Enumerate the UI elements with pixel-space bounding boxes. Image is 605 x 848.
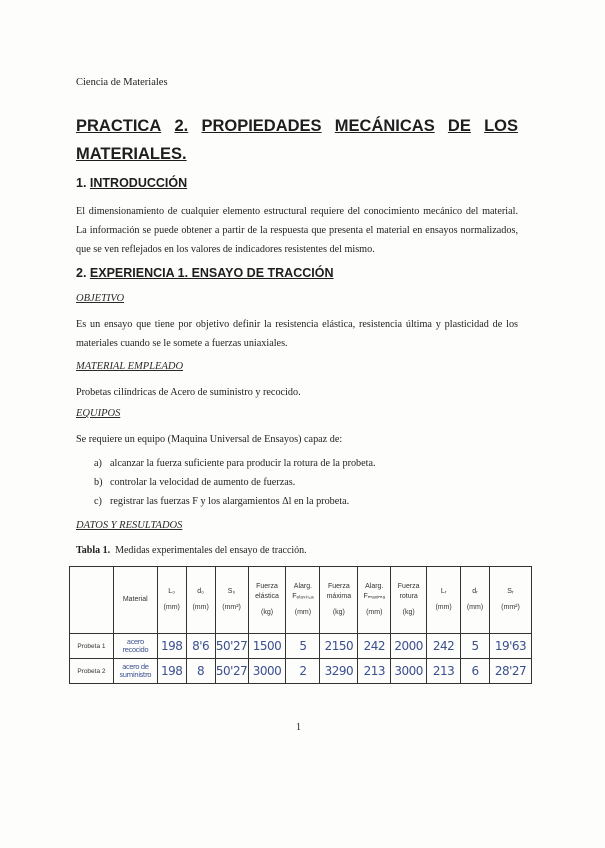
objetivo-paragraph: Es un ensayo que tiene por objetivo definir la resistencia elástica, resistencia última y plasticidad de los materiales cuando se le somete a fuerzas uniaxiales. xyxy=(76,319,518,349)
table-cell: 28'27 xyxy=(489,659,531,684)
table-cell: 50'27 xyxy=(215,659,248,684)
table-cell: 8'6 xyxy=(186,634,215,659)
table-cell: 3290 xyxy=(320,659,358,684)
table-cell: 242 xyxy=(358,634,391,659)
table-cell: 6 xyxy=(461,659,490,684)
header-cell: L₀ (mm) xyxy=(157,567,186,634)
material-heading: MATERIAL EMPLEADO xyxy=(76,361,184,372)
list-item: b) controlar la velocidad de aumento de fuerzas. xyxy=(94,477,296,488)
title-line-1 xyxy=(76,112,518,140)
title-word: MECÁNICAS xyxy=(334,117,435,135)
header-cell: Alarg. Fₘₐₓᵢₘₐ (mm) xyxy=(358,567,391,634)
objetivo-heading: OBJETIVO xyxy=(76,293,125,304)
material-cell: acero de suministro xyxy=(113,659,157,684)
table-cell: 5 xyxy=(461,634,490,659)
page-title xyxy=(76,112,518,168)
header-cell: Alarg. Fₑₗₐₛₜᵢ꜀ₐ (mm) xyxy=(286,567,320,634)
table-cell: 213 xyxy=(427,659,461,684)
table-cell: 198 xyxy=(157,659,186,684)
table-caption: Tabla 1. Medidas experimentales del ensayo de tracción. xyxy=(76,545,307,556)
datos-heading: DATOS Y RESULTADOS xyxy=(76,520,183,531)
header-cell: d₀ (mm) xyxy=(186,567,215,634)
intro-paragraph: El dimensionamiento de cualquier elemento estructural requiere del conocimiento mecánico del material. La información se puede obtener a partir de la respuesta que presenta el material en ensayos normalizados, que se ven reflejados en los valores de indicadores resistentes del mismo. xyxy=(76,206,518,255)
table-cell: 19'63 xyxy=(489,634,531,659)
title-word: PRACTICA xyxy=(76,117,162,135)
equipos-paragraph: Se requiere un equipo (Maquina Universal de Ensayos) capaz de: xyxy=(76,434,343,445)
table-cell: 5 xyxy=(286,634,320,659)
table-cell: 50'27 xyxy=(215,634,248,659)
intro-heading: 1. INTRODUCCIÓN xyxy=(76,176,188,190)
material-cell: acero recocido xyxy=(113,634,157,659)
table-cell: 213 xyxy=(358,659,391,684)
table-cell: 1500 xyxy=(248,634,286,659)
list-item: c) registrar las fuerzas F y los alargamientos Δl en la probeta. xyxy=(94,496,350,507)
header-cell: Sᵣ (mm²) xyxy=(489,567,531,634)
table-cell: 3000 xyxy=(391,659,427,684)
table-cell: 2 xyxy=(286,659,320,684)
table-row xyxy=(70,634,532,659)
title-word: DE xyxy=(447,117,471,135)
table-cell: 2000 xyxy=(391,634,427,659)
header-cell: S₀ (mm²) xyxy=(215,567,248,634)
page-number: 1 xyxy=(296,722,301,733)
header-cell: Fuerza máxima (kg) xyxy=(320,567,358,634)
header-cell: Lᵣ (mm) xyxy=(427,567,461,634)
header-cell: Material xyxy=(113,567,157,634)
title-word: PROPIEDADES xyxy=(201,117,322,135)
header-cell-empty xyxy=(70,567,114,634)
table-cell: 2150 xyxy=(320,634,358,659)
table-cell: 242 xyxy=(427,634,461,659)
table-row xyxy=(70,659,532,684)
header-cell: dᵣ (mm) xyxy=(461,567,490,634)
course-header: Ciencia de Materiales xyxy=(76,77,168,88)
header-cell: Fuerza elástica (kg) xyxy=(248,567,286,634)
table-header-row xyxy=(70,567,532,634)
title-word: LOS xyxy=(484,117,518,135)
table-cell: 8 xyxy=(186,659,215,684)
title-line-2: MATERIALES. xyxy=(76,145,187,163)
row-label: Probeta 2 xyxy=(70,659,114,684)
results-table xyxy=(69,566,532,684)
row-label: Probeta 1 xyxy=(70,634,114,659)
experiment-heading: 2. EXPERIENCIA 1. ENSAYO DE TRACCIÓN xyxy=(76,266,334,280)
equipos-heading: EQUIPOS xyxy=(76,408,121,419)
table-cell: 198 xyxy=(157,634,186,659)
title-word: 2. xyxy=(174,117,189,135)
list-item: a) alcanzar la fuerza suficiente para producir la rotura de la probeta. xyxy=(94,458,376,469)
material-paragraph: Probetas cilíndricas de Acero de suministro y recocido. xyxy=(76,387,301,398)
header-cell: Fuerza rotura (kg) xyxy=(391,567,427,634)
table-cell: 3000 xyxy=(248,659,286,684)
